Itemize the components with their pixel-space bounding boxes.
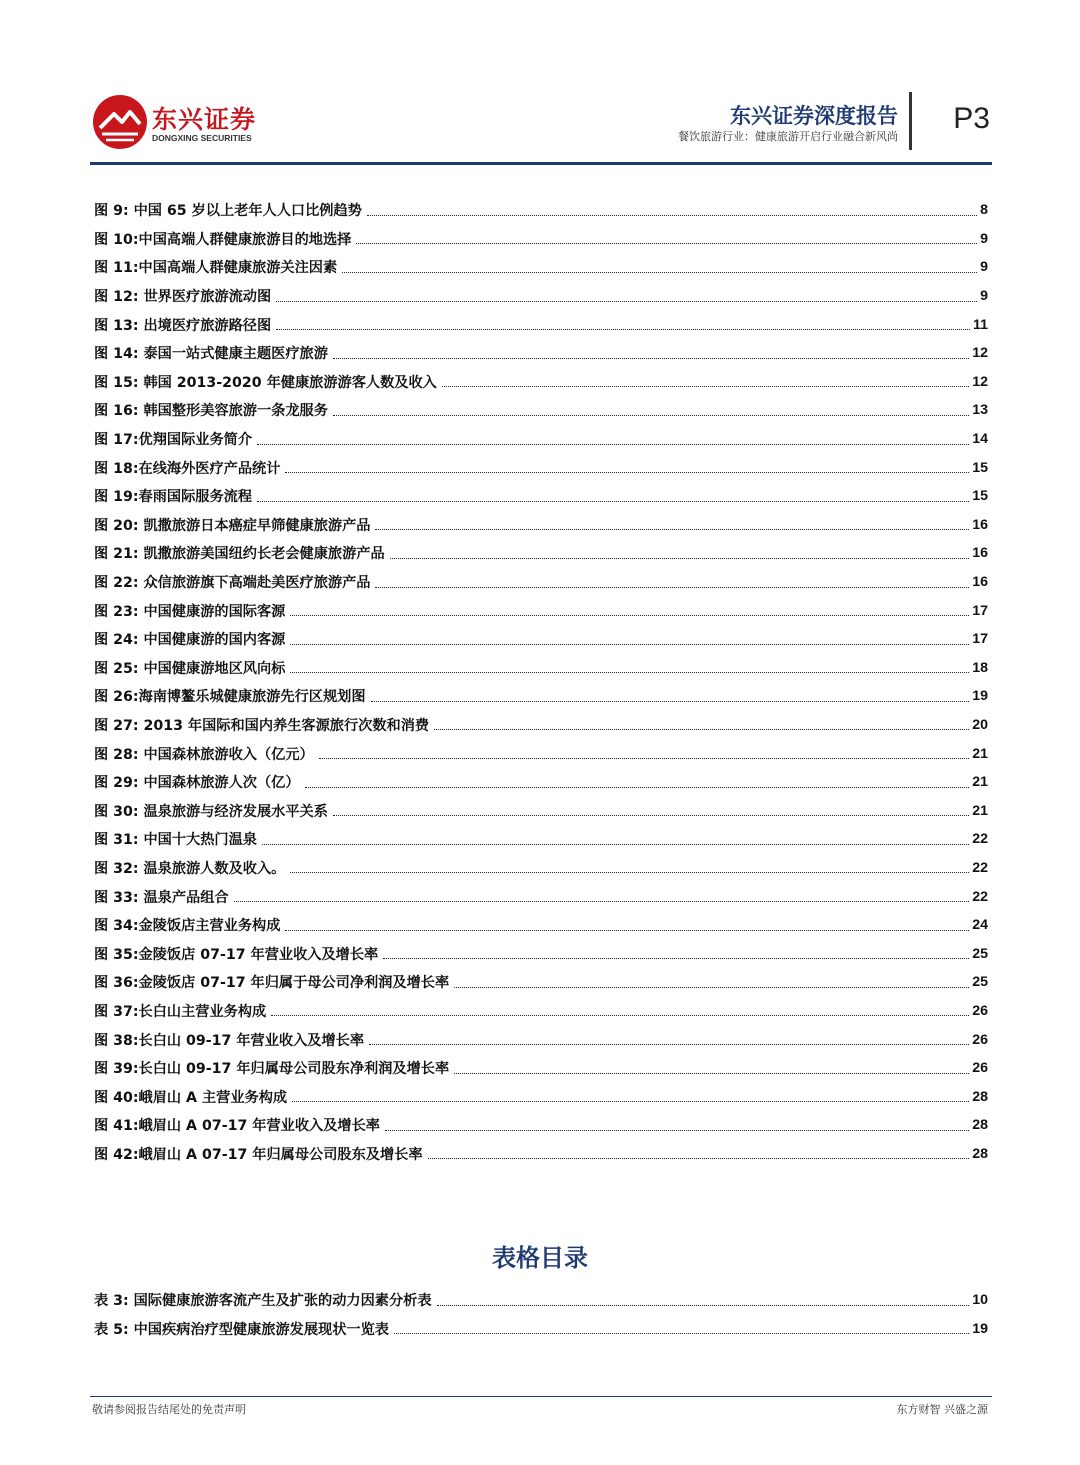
- tables-section-title: 表格目录: [492, 1244, 588, 1272]
- toc-entry-page[interactable]: 28: [972, 1088, 988, 1105]
- toc-leader-dots: [290, 644, 969, 645]
- toc-leader-dots: [437, 1305, 970, 1306]
- toc-leader-dots: [390, 558, 970, 559]
- toc-leader-dots: [234, 901, 970, 902]
- toc-entry-page[interactable]: 26: [972, 1060, 988, 1077]
- toc-entry-label[interactable]: 图 30: 温泉旅游与经济发展水平关系: [94, 803, 328, 820]
- toc-leader-dots: [454, 1073, 969, 1074]
- toc-entry[interactable]: [94, 425, 988, 454]
- toc-entry-label[interactable]: 图 36:金陵饭店 07-17 年归属于母公司净利润及增长率: [94, 975, 450, 992]
- toc-entry-label[interactable]: 图 21: 凯撒旅游美国纽约长老会健康旅游产品: [94, 546, 385, 563]
- toc-entry-page[interactable]: 21: [972, 774, 988, 791]
- toc-entry-page[interactable]: 17: [972, 631, 988, 648]
- toc-leader-dots: [305, 787, 970, 788]
- toc-entry[interactable]: [94, 482, 988, 511]
- toc-entry-label[interactable]: 图 18:在线海外医疗产品统计: [94, 460, 281, 477]
- toc-entry[interactable]: [94, 568, 988, 597]
- dongxing-logo-icon: [92, 94, 148, 150]
- toc-entry[interactable]: [94, 796, 988, 825]
- toc-entry-page[interactable]: 25: [972, 974, 988, 991]
- toc-entry-page[interactable]: 21: [972, 802, 988, 819]
- tables-toc: [94, 1286, 988, 1343]
- toc-entry-label[interactable]: 图 35:金陵饭店 07-17 年营业收入及增长率: [94, 946, 379, 963]
- toc-entry[interactable]: [94, 368, 988, 397]
- toc-leader-dots: [375, 587, 969, 588]
- toc-entry[interactable]: [94, 1286, 988, 1315]
- toc-entry[interactable]: [94, 997, 988, 1026]
- toc-leader-dots: [333, 415, 969, 416]
- toc-entry[interactable]: [94, 1054, 988, 1083]
- toc-leader-dots: [394, 1333, 969, 1334]
- toc-leader-dots: [356, 243, 977, 244]
- toc-entry-page[interactable]: 22: [972, 888, 988, 905]
- toc-entry-page[interactable]: 19: [972, 1320, 988, 1337]
- toc-entry-label[interactable]: 图 14: 泰国一站式健康主题医疗旅游: [94, 346, 328, 363]
- toc-entry-page[interactable]: 20: [972, 716, 988, 733]
- toc-entry-page[interactable]: 22: [972, 831, 988, 848]
- toc-entry-label[interactable]: 图 26:海南博鳌乐城健康旅游先行区规划图: [94, 689, 366, 706]
- figures-toc: [94, 196, 988, 1168]
- toc-entry-label[interactable]: 图 41:峨眉山 A 07-17 年营业收入及增长率: [94, 1118, 380, 1135]
- toc-leader-dots: [257, 501, 969, 502]
- toc-entry[interactable]: [94, 596, 988, 625]
- toc-entry-page[interactable]: 9: [980, 288, 988, 305]
- toc-entry-page[interactable]: 12: [972, 345, 988, 362]
- toc-leader-dots: [276, 301, 977, 302]
- toc-leader-dots: [428, 1158, 970, 1159]
- toc-leader-dots: [371, 701, 970, 702]
- header-rule: [90, 162, 992, 165]
- toc-entry-page[interactable]: 14: [972, 431, 988, 448]
- toc-entry-page[interactable]: 17: [972, 602, 988, 619]
- toc-leader-dots: [271, 1015, 969, 1016]
- toc-entry[interactable]: [94, 1140, 988, 1169]
- toc-leader-dots: [290, 872, 969, 873]
- toc-leader-dots: [276, 329, 970, 330]
- toc-entry[interactable]: [94, 253, 988, 282]
- toc-leader-dots: [285, 472, 969, 473]
- toc-entry[interactable]: [94, 310, 988, 339]
- toc-leader-dots: [375, 529, 969, 530]
- toc-entry-page[interactable]: 8: [980, 202, 988, 219]
- toc-entry-page[interactable]: 25: [972, 945, 988, 962]
- toc-entry-page[interactable]: 26: [972, 1031, 988, 1048]
- toc-leader-dots: [369, 1044, 969, 1045]
- footer-disclaimer: 敬请参阅报告结尾处的免责声明: [92, 1403, 246, 1416]
- toc-entry-label[interactable]: 图 16: 韩国整形美容旅游一条龙服务: [94, 403, 328, 420]
- toc-leader-dots: [434, 729, 969, 730]
- toc-entry[interactable]: [94, 882, 988, 911]
- toc-entry[interactable]: [94, 1315, 988, 1344]
- toc-leader-dots: [454, 987, 969, 988]
- toc-entry-label[interactable]: 图 31: 中国十大热门温泉: [94, 832, 257, 849]
- toc-leader-dots: [442, 386, 969, 387]
- toc-leader-dots: [257, 444, 969, 445]
- company-logo: [92, 94, 262, 146]
- toc-entry-label[interactable]: 图 28: 中国森林旅游收入（亿元）: [94, 746, 314, 763]
- toc-entry-label[interactable]: 图 10:中国高端人群健康旅游目的地选择: [94, 231, 352, 248]
- toc-entry[interactable]: [94, 711, 988, 740]
- toc-entry-label[interactable]: 图 12: 世界医疗旅游流动图: [94, 289, 272, 306]
- toc-leader-dots: [290, 672, 969, 673]
- toc-leader-dots: [342, 272, 977, 273]
- toc-entry[interactable]: [94, 511, 988, 540]
- toc-entry[interactable]: [94, 939, 988, 968]
- toc-entry-page[interactable]: 10: [972, 1292, 988, 1309]
- toc-entry-page[interactable]: 26: [972, 1002, 988, 1019]
- toc-entry[interactable]: [94, 625, 988, 654]
- toc-entry-label[interactable]: 图 22: 众信旅游旗下高端赴美医疗旅游产品: [94, 575, 371, 592]
- toc-entry[interactable]: [94, 1082, 988, 1111]
- toc-entry[interactable]: [94, 1025, 988, 1054]
- toc-entry-label[interactable]: 图 19:春雨国际服务流程: [94, 489, 253, 506]
- toc-leader-dots: [383, 958, 969, 959]
- toc-entry-page[interactable]: 12: [972, 373, 988, 390]
- toc-entry-label[interactable]: 图 38:长白山 09-17 年营业收入及增长率: [94, 1032, 365, 1049]
- toc-leader-dots: [319, 758, 969, 759]
- toc-entry-page[interactable]: 21: [972, 745, 988, 762]
- toc-entry-page[interactable]: 24: [972, 917, 988, 934]
- toc-entry-label[interactable]: 图 25: 中国健康游地区风向标: [94, 660, 286, 677]
- toc-entry-label[interactable]: 图 29: 中国森林旅游人次（亿）: [94, 775, 300, 792]
- toc-leader-dots: [333, 358, 969, 359]
- toc-leader-dots: [333, 815, 969, 816]
- toc-entry-page[interactable]: 16: [972, 574, 988, 591]
- toc-entry[interactable]: [94, 282, 988, 311]
- toc-entry-label[interactable]: 表 5: 中国疾病治疗型健康旅游发展现状一览表: [94, 1321, 389, 1338]
- toc-entry[interactable]: [94, 654, 988, 683]
- toc-entry-page[interactable]: 16: [972, 545, 988, 562]
- toc-entry-label[interactable]: 图 32: 温泉旅游人数及收入。: [94, 860, 286, 877]
- toc-entry-page[interactable]: 11: [973, 316, 988, 333]
- toc-entry-page[interactable]: 22: [972, 859, 988, 876]
- toc-entry[interactable]: [94, 539, 988, 568]
- toc-entry-page[interactable]: 9: [980, 259, 988, 276]
- toc-entry[interactable]: [94, 682, 988, 711]
- toc-leader-dots: [262, 844, 969, 845]
- report-subtitle: 餐饮旅游行业：健康旅游开启行业融合新风尚: [678, 130, 898, 143]
- toc-entry-label[interactable]: 图 37:长白山主营业务构成: [94, 1003, 267, 1020]
- toc-entry-label[interactable]: 图 27: 2013 年国际和国内养生客源旅行次数和消费: [94, 717, 430, 734]
- toc-entry-label[interactable]: 图 42:峨眉山 A 07-17 年归属母公司股东及增长率: [94, 1146, 423, 1163]
- toc-entry[interactable]: [94, 1111, 988, 1140]
- toc-entry[interactable]: [94, 739, 988, 768]
- page-header: [90, 88, 992, 164]
- toc-leader-dots: [290, 615, 969, 616]
- report-title: 东兴证券深度报告: [730, 104, 898, 128]
- toc-entry-label[interactable]: 图 24: 中国健康游的国内客源: [94, 632, 286, 649]
- footer-slogan: 东方财智 兴盛之源: [896, 1403, 988, 1416]
- toc-entry-label[interactable]: 图 9: 中国 65 岁以上老年人人口比例趋势: [94, 203, 362, 220]
- toc-entry-page[interactable]: 18: [972, 659, 988, 676]
- toc-entry[interactable]: [94, 968, 988, 997]
- toc-leader-dots: [385, 1130, 969, 1131]
- toc-leader-dots: [292, 1101, 969, 1102]
- toc-entry-label[interactable]: 图 17:优翔国际业务简介: [94, 432, 253, 449]
- toc-entry[interactable]: [94, 854, 988, 883]
- footer-rule: [90, 1396, 992, 1397]
- toc-leader-dots: [285, 930, 969, 931]
- toc-entry[interactable]: [94, 396, 988, 425]
- toc-entry-label[interactable]: 图 23: 中国健康游的国际客源: [94, 603, 286, 620]
- header-divider: [909, 92, 912, 150]
- toc-entry[interactable]: [94, 453, 988, 482]
- toc-entry[interactable]: [94, 225, 988, 254]
- toc-entry-label[interactable]: 图 34:金陵饭店主营业务构成: [94, 918, 281, 935]
- toc-entry-page[interactable]: 28: [972, 1117, 988, 1134]
- toc-entry-label[interactable]: 图 11:中国高端人群健康旅游关注因素: [94, 260, 338, 277]
- toc-entry-page[interactable]: 28: [972, 1145, 988, 1162]
- toc-entry[interactable]: [94, 768, 988, 797]
- toc-entry[interactable]: [94, 911, 988, 940]
- toc-entry-label[interactable]: 图 33: 温泉产品组合: [94, 889, 229, 906]
- toc-entry-label[interactable]: 表 3: 国际健康旅游客流产生及扩张的动力因素分析表: [94, 1293, 432, 1310]
- toc-entry[interactable]: [94, 339, 988, 368]
- toc-entry[interactable]: [94, 825, 988, 854]
- toc-leader-dots: [367, 215, 977, 216]
- toc-entry-label[interactable]: 图 39:长白山 09-17 年归属母公司股东净利润及增长率: [94, 1061, 450, 1078]
- toc-entry-label[interactable]: 图 15: 韩国 2013-2020 年健康旅游游客人数及收入: [94, 374, 437, 391]
- toc-entry-page[interactable]: 19: [972, 688, 988, 705]
- toc-entry-label[interactable]: 图 20: 凯撒旅游日本癌症早筛健康旅游产品: [94, 517, 371, 534]
- toc-entry-label[interactable]: 图 13: 出境医疗旅游路径图: [94, 317, 272, 334]
- toc-entry-page[interactable]: 13: [972, 402, 988, 419]
- toc-entry-page[interactable]: 15: [972, 488, 988, 505]
- toc-entry-page[interactable]: 9: [980, 230, 988, 247]
- toc-entry[interactable]: [94, 196, 988, 225]
- toc-entry-label[interactable]: 图 40:峨眉山 A 主营业务构成: [94, 1089, 288, 1106]
- toc-entry-page[interactable]: 16: [972, 516, 988, 533]
- toc-entry-page[interactable]: 15: [972, 459, 988, 476]
- brand-name-cn: 东兴证券: [152, 105, 257, 134]
- page-number: P3: [953, 102, 990, 135]
- brand-name-en: DONGXING SECURITIES: [152, 133, 252, 143]
